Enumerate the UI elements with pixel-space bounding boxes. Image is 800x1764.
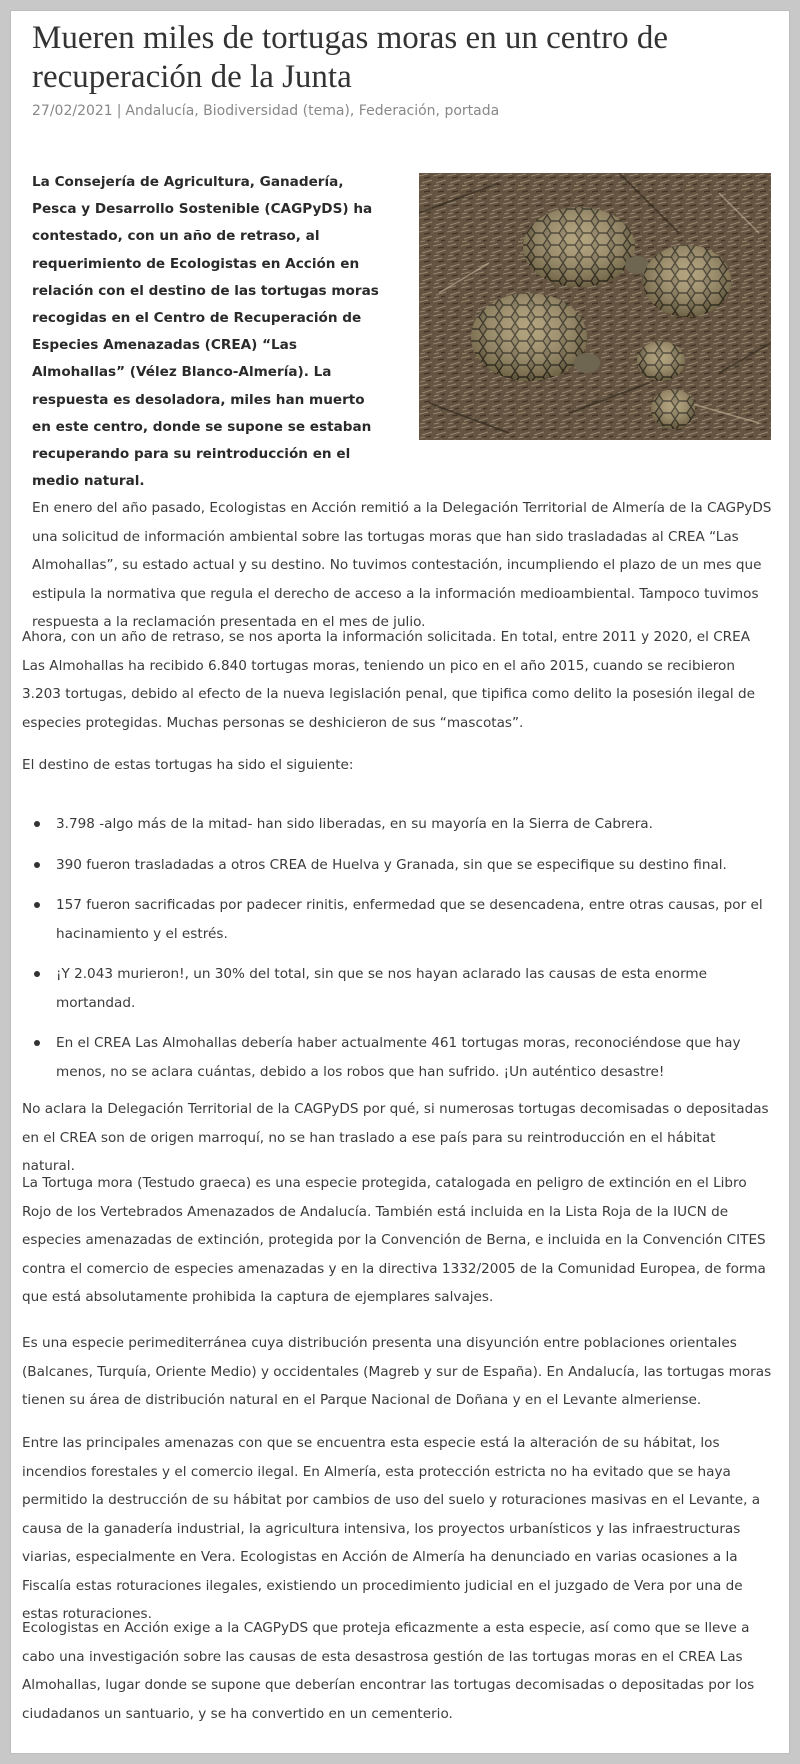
- tortoises-photo: [419, 173, 771, 440]
- article-paragraph: No aclara la Delegación Territorial de la CAGPyDS por qué, si numerosas tortugas decomisadas o depositadas en el CREA son de origen marroquí, no se han traslado a ese país para su reintroducción en el hábitat natural.: [22, 1101, 769, 1174]
- article-categories[interactable]: Andalucía, Biodiversidad (tema), Federación, portada: [125, 103, 500, 119]
- article-date: 27/02/2021: [32, 103, 113, 119]
- article-paragraph: Entre las principales amenazas con que se encuentra esta especie está la alteración de su hábitat, los incendios forestales y el comercio ilegal. En Almería, esta protección estricta no ha evitado que se haya permitido la destrucción de su hábitat por cambios de uso del suelo y roturaciones masivas en el Levante, a causa de la ganadería industrial, la agricultura intensiva, los proyectos urbanísticos y las infraestructuras viarias, especialmente en Vera. Ecologistas en Acción de Almería ha denunciado en varias ocasiones a la Fiscalía estas roturaciones ilegales, existiendo un procedimiento judicial en el juzgado de Vera por una de estas roturaciones.: [22, 1435, 761, 1622]
- article-paragraph: El destino de estas tortugas ha sido el siguiente:: [22, 757, 354, 773]
- article-paragraph: Ecologistas en Acción exige a la CAGPyDS que proteja eficazmente a esta especie, así como que se lleve a cabo una investigación sobre las causas de esta desastrosa gestión de las tortugas moras en el CREA Las Almohallas, lugar donde se supone que deberían encontrar las tortugas decomisadas o depositadas por los ciudadanos un santuario, y se ha convertido en un cementerio.: [22, 1620, 755, 1722]
- article-page: [11, 11, 789, 1753]
- list-item: ¡Y 2.043 murieron!, un 30% del total, sin que se nos hayan aclarado las causas de esta enorme mortandad.: [32, 960, 772, 1017]
- article-lead: La Consejería de Agricultura, Ganadería, Pesca y Desarrollo Sostenible (CAGPyDS) ha contestado, con un año de retraso, al requerimiento de Ecologistas en Acción en relación con el destino de las tortugas moras recogidas en el Centro de Recuperación de Especies Amenazadas (CREA) “Las Almohallas” (Vélez Blanco-Almería). La respuesta es desoladora, miles han muerto en este centro, donde se supone se estaban recuperando para su reintroducción en el medio natural.: [32, 174, 379, 490]
- destination-list: [32, 810, 772, 1098]
- tortoises-photo-image: [419, 173, 771, 440]
- meta-separator: |: [116, 103, 122, 119]
- article-paragraph: Ahora, con un año de retraso, se nos aporta la información solicitada. En total, entre 2011 y 2020, el CREA Las Almohallas ha recibido 6.840 tortugas moras, teniendo un pico en el año 2015, cuando se recibieron 3.203 tortugas, debido al efecto de la nueva legislación penal, que tipifica como delito la posesión ilegal de especies protegidas. Muchas personas se deshicieron de sus “mascotas”.: [22, 629, 755, 731]
- article-paragraph: Es una especie perimediterránea cuya distribución presenta una disyunción entre poblaciones orientales (Balcanes, Turquía, Oriente Medio) y occidentales (Magreb y sur de España). En Andalucía, las tortugas moras tienen su área de distribución natural en el Parque Nacional de Doñana y en el Levante almeriense.: [22, 1335, 772, 1408]
- article-paragraph: La Tortuga mora (Testudo graeca) es una especie protegida, catalogada en peligro de extinción en el Libro Rojo de los Vertebrados Amenazados de Andalucía. También está incluida en la Lista Roja de la IUCN de especies amenazadas de extinción, protegida por la Convención de Berna, e incluida en la Convención CITES contra el comercio de especies amenazadas y en la directiva 1332/2005 de la Comunidad Europea, de forma que está absolutamente prohibida la captura de ejemplares salvajes.: [22, 1175, 766, 1305]
- list-item: En el CREA Las Almohallas debería haber actualmente 461 tortugas moras, reconociéndose que hay menos, no se aclara cuántas, debido a los robos que han sufrido. ¡Un auténtico desastre!: [32, 1029, 772, 1086]
- article-paragraph: En enero del año pasado, Ecologistas en Acción remitió a la Delegación Territorial de Almería de la CAGPyDS una solicitud de información ambiental sobre las tortugas moras que han sido trasladadas al CREA “Las Almohallas”, su estado actual y su destino. No tuvimos contestación, incumpliendo el plazo de un mes que estipula la normativa que regula el derecho de acceso a la información medioambiental. Tampoco tuvimos respuesta a la reclamación presentada en el mes de julio.: [32, 500, 772, 630]
- list-item: 390 fueron trasladadas a otros CREA de Huelva y Granada, sin que se especifique su destino final.: [32, 851, 772, 880]
- article-meta: [32, 103, 499, 119]
- article-title: Mueren miles de tortugas moras en un centro de recuperación de la Junta: [32, 20, 668, 95]
- list-item: 157 fueron sacrificadas por padecer rinitis, enfermedad que se desencadena, entre otras causas, por el hacinamiento y el estrés.: [32, 891, 772, 948]
- list-item: 3.798 -algo más de la mitad- han sido liberadas, en su mayoría en la Sierra de Cabrera.: [32, 810, 772, 839]
